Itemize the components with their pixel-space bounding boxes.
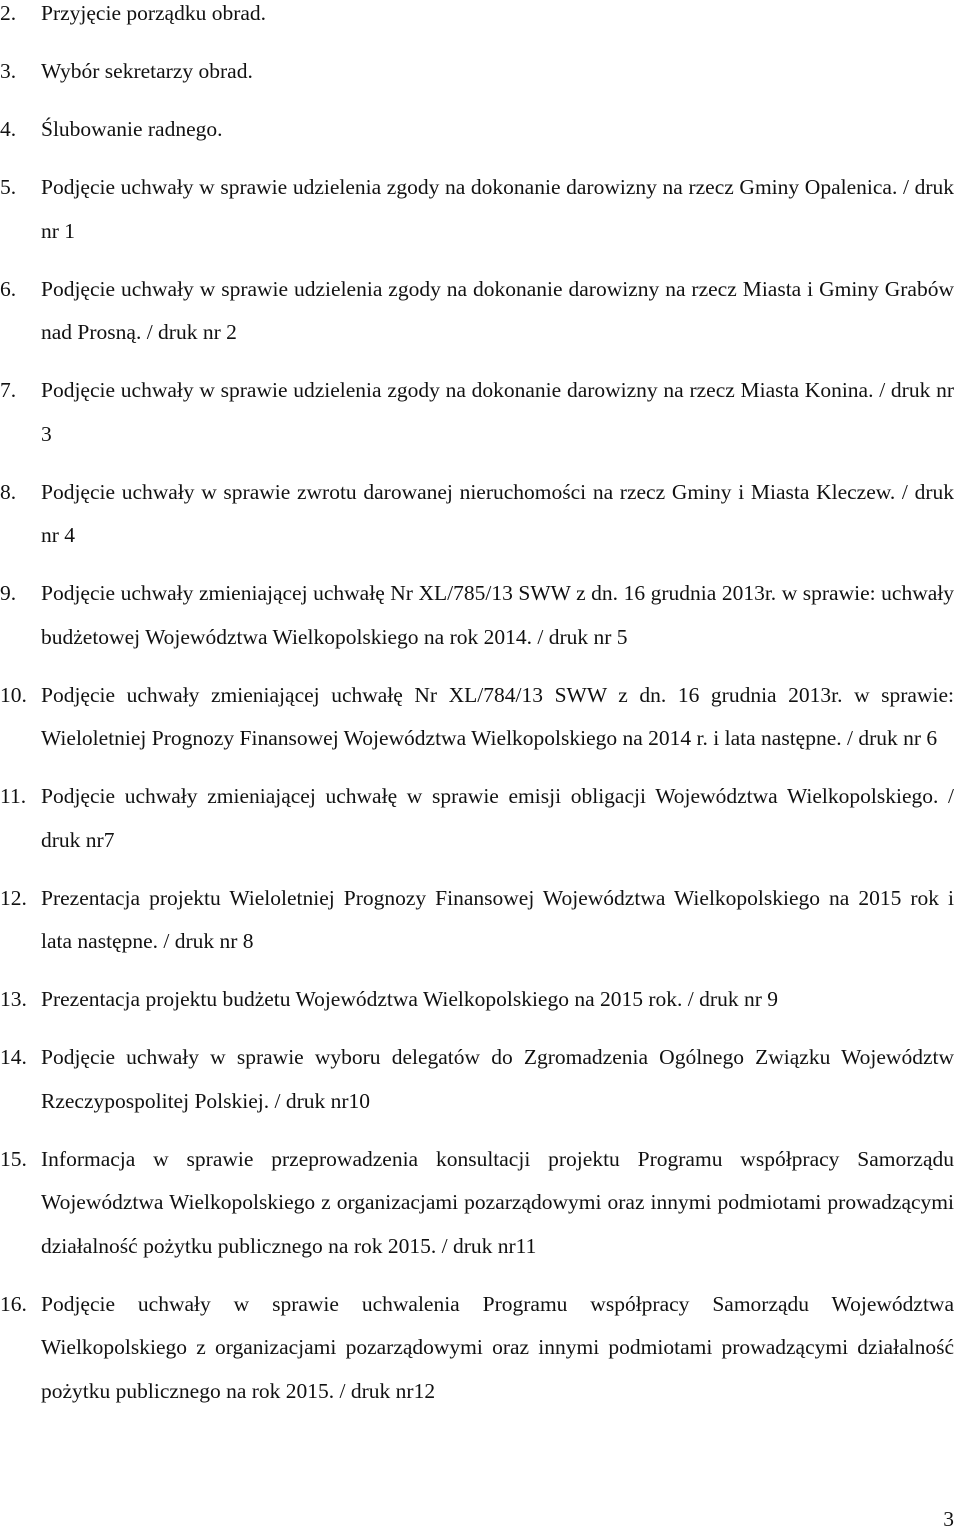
agenda-item-number: 15. bbox=[0, 1146, 27, 1171]
agenda-item-5 bbox=[0, 166, 960, 253]
agenda-item-number: 10. bbox=[0, 682, 27, 707]
agenda-item-number: 6. bbox=[0, 276, 17, 301]
agenda-item-number: 11. bbox=[0, 784, 27, 808]
agenda-item-8 bbox=[0, 471, 960, 558]
agenda-item-number: 16. bbox=[0, 1291, 27, 1316]
agenda-item-number: 7. bbox=[0, 378, 17, 402]
agenda-item-16 bbox=[0, 1283, 960, 1414]
agenda-item-9 bbox=[0, 572, 960, 659]
agenda-item-12 bbox=[0, 877, 960, 964]
agenda-item-2 bbox=[0, 0, 960, 36]
agenda-item-text: Podjęcie uchwały w sprawie udzielenia zgody na dokonanie darowizny na rzecz Miasta Konina. / druk nr 3 bbox=[41, 378, 954, 446]
agenda-item-13 bbox=[0, 978, 960, 1022]
agenda-item-text: Podjęcie uchwały w sprawie zwrotu darowanej nieruchomości na rzecz Gminy i Miasta Kleczew. / druk nr 4 bbox=[41, 479, 954, 547]
agenda-item-text: Podjęcie uchwały w sprawie udzielenia zgody na dokonanie darowizny na rzecz Miasta i Gminy Grabów nad Prosną. / druk nr 2 bbox=[41, 276, 954, 344]
agenda-item-14 bbox=[0, 1036, 960, 1123]
agenda-item-text: Prezentacja projektu Wieloletniej Prognozy Finansowej Województwa Wielkopolskiego na 2015 rok i lata następne. / druk nr 8 bbox=[41, 885, 954, 953]
agenda-item-10 bbox=[0, 674, 960, 761]
agenda-item-6 bbox=[0, 268, 960, 355]
agenda-item-number: 5. bbox=[0, 175, 17, 199]
agenda-item-text: Podjęcie uchwały zmieniającej uchwałę Nr XL/785/13 SWW z dn. 16 grudnia 2013r. w sprawie: uchwały budżetowej Województwa Wielkopolskiego na rok 2014. / druk nr 5 bbox=[41, 581, 954, 649]
agenda-item-11 bbox=[0, 775, 960, 862]
agenda-item-number: 3. bbox=[0, 59, 17, 83]
agenda-item-text: Podjęcie uchwały zmieniającej uchwałę Nr XL/784/13 SWW z dn. 16 grudnia 2013r. w sprawie: Wieloletniej Prognozy Finansowej Województwa Wielkopolskiego na 2014 r. i lata następne. / druk nr 6 bbox=[41, 682, 954, 750]
agenda-item-text: Podjęcie uchwały w sprawie udzielenia zgody na dokonanie darowizny na rzecz Gminy Opalenica. / druk nr 1 bbox=[41, 175, 954, 243]
agenda-item-15 bbox=[0, 1138, 960, 1269]
agenda-item-number: 13. bbox=[0, 987, 27, 1011]
agenda-item-7 bbox=[0, 369, 960, 456]
agenda-item-text: Podjęcie uchwały w sprawie wyboru delegatów do Zgromadzenia Ogólnego Związku Województw Rzeczypospolitej Polskiej. / druk nr10 bbox=[41, 1045, 954, 1113]
agenda-item-text: Prezentacja projektu budżetu Województwa Wielkopolskiego na 2015 rok. / druk nr 9 bbox=[41, 987, 778, 1011]
agenda-item-text: Ślubowanie radnego. bbox=[41, 117, 223, 141]
agenda-item-number: 2. bbox=[0, 1, 17, 25]
agenda-item-text: Informacja w sprawie przeprowadzenia konsultacji projektu Programu współpracy Samorządu Województwa Wielkopolskiego z organizacjami pozarządowymi oraz innymi podmiotami prowadzącymi działalność pożytku publicznego na rok 2015. / druk nr11 bbox=[41, 1146, 954, 1258]
agenda-item-number: 14. bbox=[0, 1045, 27, 1069]
agenda-item-text: Podjęcie uchwały zmieniającej uchwałę w sprawie emisji obligacji Województwa Wielkopolskiego. / druk nr7 bbox=[41, 784, 954, 852]
agenda-item-number: 8. bbox=[0, 479, 17, 504]
agenda-item-number: 9. bbox=[0, 581, 17, 605]
agenda-item-number: 12. bbox=[0, 885, 27, 910]
page-number: 3 bbox=[943, 1507, 954, 1531]
agenda-item-text: Wybór sekretarzy obrad. bbox=[41, 59, 253, 83]
agenda-item-number: 4. bbox=[0, 117, 17, 141]
agenda-item-4 bbox=[0, 108, 960, 152]
agenda-item-text: Przyjęcie porządku obrad. bbox=[41, 1, 267, 25]
agenda-item-text: Podjęcie uchwały w sprawie uchwalenia Programu współpracy Samorządu Województwa Wielkopolskiego z organizacjami pozarządowymi oraz innymi podmiotami prowadzącymi działalność pożytku publicznego na rok 2015. / druk nr12 bbox=[41, 1291, 954, 1403]
agenda-item-3 bbox=[0, 50, 960, 94]
